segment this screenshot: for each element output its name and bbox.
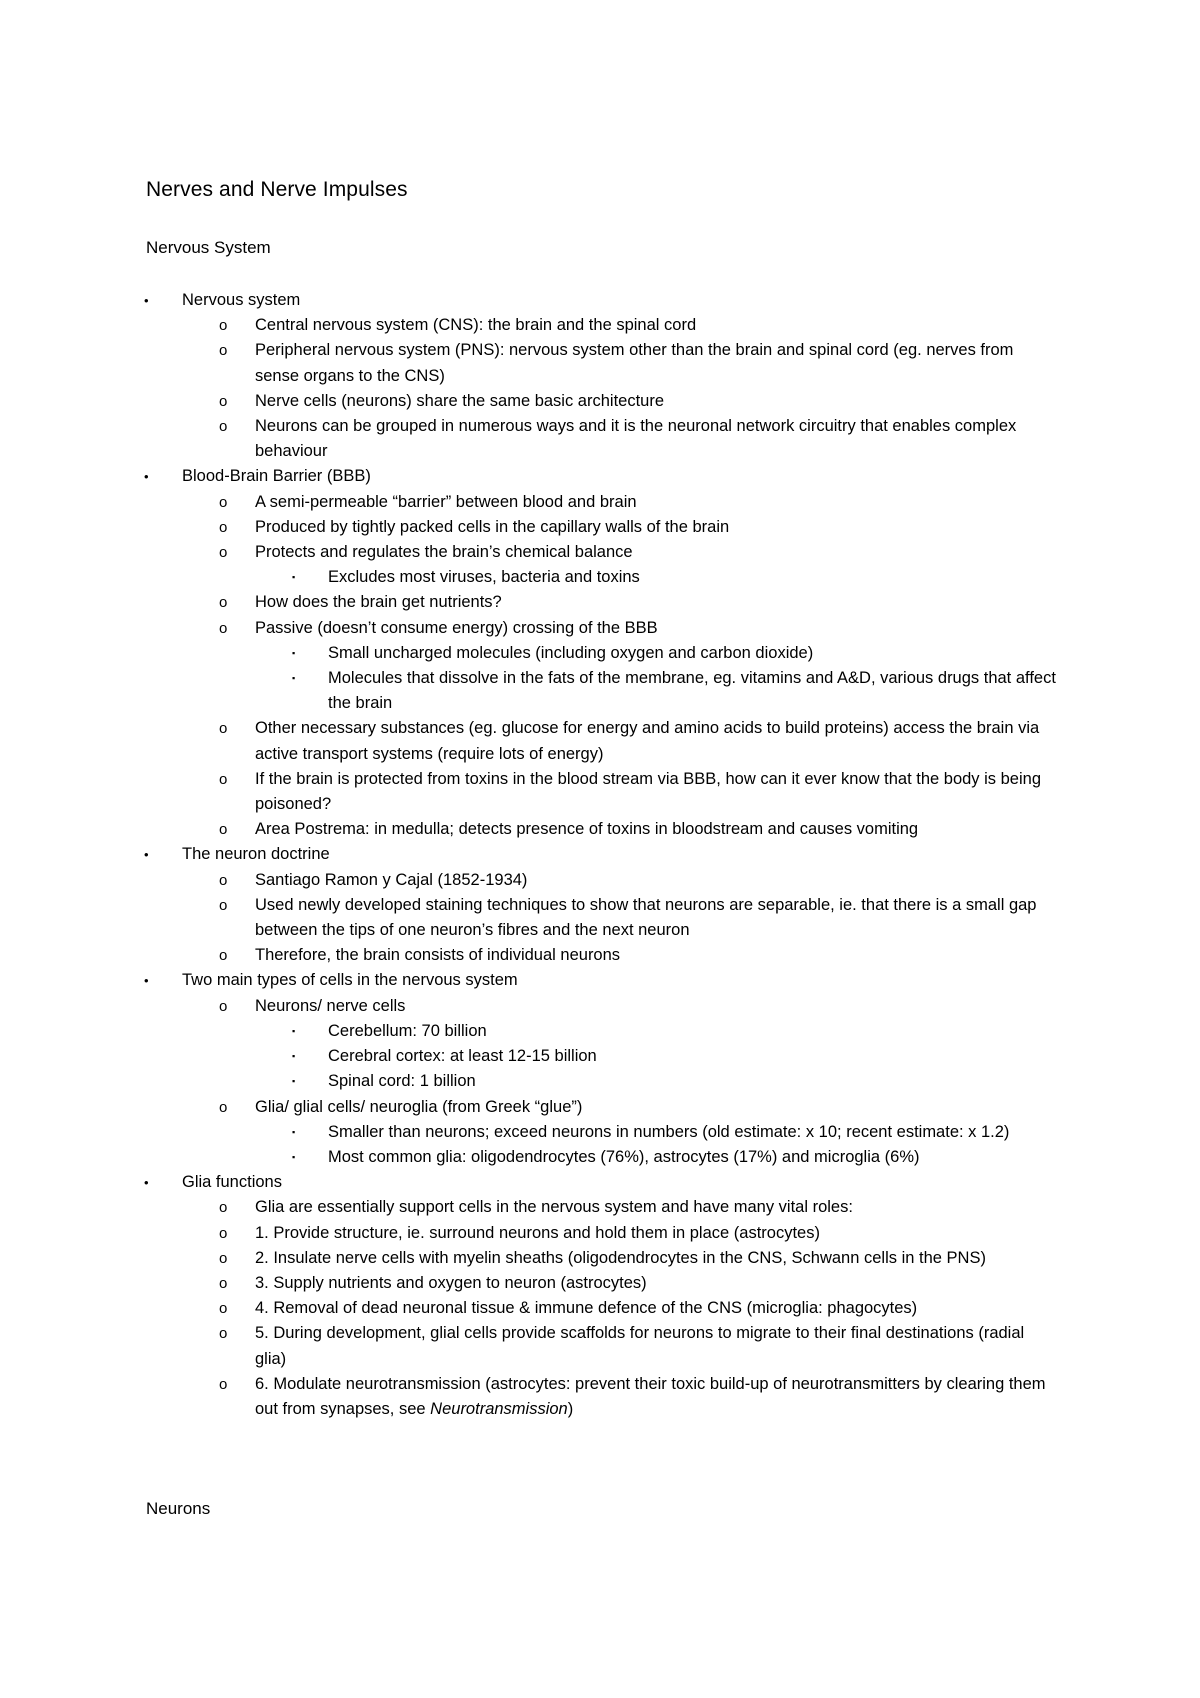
list-item-text: Glia are essentially support cells in the nervous system and have many vital roles: [255, 1198, 853, 1217]
square-marker: ▪ [292, 1051, 296, 1062]
square-marker: ▪ [292, 1126, 296, 1137]
list-item-text: Most common glia: oligodendrocytes (76%), astrocytes (17%) and microglia (6%) [328, 1147, 920, 1166]
list-item-text [255, 1372, 1055, 1422]
list-item-level-2 [0, 540, 1200, 565]
list-item-text: A semi-permeable “barrier” between blood and brain [255, 492, 637, 511]
circle-marker: o [219, 317, 228, 335]
circle-marker: o [219, 821, 228, 839]
circle-marker: o [219, 1249, 228, 1267]
list-item-text: 4. Removal of dead neuronal tissue & immune defence of the CNS (microglia: phagocytes) [255, 1299, 918, 1318]
list-item-text: Excludes most viruses, bacteria and toxins [328, 568, 640, 587]
list-item-level-1 [0, 1170, 1200, 1195]
list-item-text: Therefore, the brain consists of individual neurons [255, 946, 621, 965]
circle-marker: o [219, 594, 228, 612]
circle-marker: o [219, 1098, 228, 1116]
list-item-level-2 [0, 1195, 1200, 1220]
circle-marker: o [219, 544, 228, 562]
list-item-text: Protects and regulates the brain’s chemical balance [255, 543, 633, 562]
list-item-level-2 [0, 338, 1200, 388]
list-item-level-2 [0, 1321, 1200, 1371]
square-marker: ▪ [292, 1151, 296, 1162]
square-marker: ▪ [292, 1076, 296, 1087]
circle-marker: o [219, 518, 228, 536]
square-marker: ▪ [292, 1025, 296, 1036]
list-item-level-2 [0, 389, 1200, 414]
list-item-text-part: ) [567, 1399, 574, 1418]
circle-marker: o [219, 1300, 228, 1318]
list-item-text: Nervous system [182, 291, 301, 309]
circle-marker: o [219, 1274, 228, 1292]
circle-marker: o [219, 871, 228, 889]
bullet-marker: • [144, 293, 149, 308]
outline-list [0, 288, 1200, 1422]
list-item-text: Central nervous system (CNS): the brain and the spinal cord [255, 316, 697, 335]
list-item-level-2 [0, 1246, 1200, 1271]
list-item-text: Smaller than neurons; exceed neurons in numbers (old estimate: x 10; recent estimate: x 1.2) [328, 1122, 1010, 1141]
circle-marker: o [219, 720, 228, 738]
list-item-text: 5. During development, glial cells provide scaffolds for neurons to migrate to their final destinations (radial glia) [255, 1324, 1025, 1368]
list-item-text: Cerebral cortex: at least 12-15 billion [328, 1047, 597, 1066]
list-item-level-3 [0, 1044, 1200, 1069]
list-item-level-2 [0, 616, 1200, 641]
list-item-text: Area Postrema: in medulla; detects presence of toxins in bloodstream and causes vomiting [255, 820, 919, 839]
list-item-text: Nerve cells (neurons) share the same basic architecture [255, 391, 665, 410]
list-item-text: 2. Insulate nerve cells with myelin sheaths (oligodendrocytes in the CNS, Schwann cells in the PNS) [255, 1248, 986, 1267]
list-item-level-3 [0, 1019, 1200, 1044]
square-marker: ▪ [292, 572, 296, 583]
square-marker: ▪ [292, 647, 296, 658]
circle-marker: o [219, 997, 228, 1015]
list-item-text: Small uncharged molecules (including oxygen and carbon dioxide) [328, 643, 814, 662]
list-item-level-2 [0, 515, 1200, 540]
list-item-text: Neurons can be grouped in numerous ways and it is the neuronal network circuitry that enables complex behaviour [255, 417, 1017, 461]
circle-marker: o [219, 1375, 228, 1393]
list-item-text: Other necessary substances (eg. glucose for energy and amino acids to build proteins) access the brain via active transport systems (require lots of energy) [255, 719, 1040, 763]
list-item-text: Molecules that dissolve in the fats of the membrane, eg. vitamins and A&D, various drugs that affect the brain [328, 669, 1056, 713]
list-item-level-2 [0, 1296, 1200, 1321]
list-item-text: Produced by tightly packed cells in the capillary walls of the brain [255, 517, 730, 536]
list-item-level-1 [0, 842, 1200, 867]
list-item-text-part: 6. Modulate neurotransmission (astrocytes: prevent their toxic build-up of neurotransmitters by clearing them out from synapses, see [255, 1374, 1046, 1418]
list-item-text: Neurons/ nerve cells [255, 996, 406, 1015]
circle-marker: o [219, 619, 228, 637]
list-item-level-3 [0, 666, 1200, 716]
list-item-text: 1. Provide structure, ie. surround neurons and hold them in place (astrocytes) [255, 1223, 820, 1242]
circle-marker: o [219, 493, 228, 511]
list-item-level-2 [0, 414, 1200, 464]
bullet-marker: • [144, 973, 149, 989]
list-item-level-2 [0, 490, 1200, 515]
list-item-level-2 [0, 1221, 1200, 1246]
list-item-level-3 [0, 1069, 1200, 1094]
bullet-marker: • [144, 469, 149, 485]
list-item-level-1 [0, 464, 1200, 489]
list-item-level-2 [0, 590, 1200, 615]
list-item-text: Glia functions [182, 1173, 282, 1192]
list-item-text: Two main types of cells in the nervous system [182, 971, 518, 990]
list-item-level-3 [0, 641, 1200, 666]
bullet-marker: • [144, 847, 149, 863]
list-item-level-2 [0, 313, 1200, 338]
section-heading-nervous-system: Nervous System [146, 238, 271, 257]
list-item-level-1 [0, 288, 1200, 313]
list-item-text: 3. Supply nutrients and oxygen to neuron (astrocytes) [255, 1273, 647, 1292]
italic-reference: Neurotransmission [430, 1399, 568, 1418]
circle-marker: o [219, 1199, 228, 1217]
list-item-text: If the brain is protected from toxins in the blood stream via BBB, how can it ever know that the body is being poisoned? [255, 769, 1041, 814]
list-item-text: Passive (doesn’t consume energy) crossing of the BBB [255, 618, 658, 637]
list-item-level-2 [0, 893, 1200, 943]
circle-marker: o [219, 418, 228, 436]
list-item-text: Cerebellum: 70 billion [328, 1021, 487, 1040]
list-item-text: Peripheral nervous system (PNS): nervous system other than the brain and spinal cord (eg. nerves from sense organs to the CNS) [255, 341, 1014, 385]
list-item-text: Blood-Brain Barrier (BBB) [182, 467, 371, 486]
square-marker: ▪ [292, 673, 296, 684]
circle-marker: o [219, 1224, 228, 1242]
list-item-text: Used newly developed staining techniques to show that neurons are separable, ie. that there is a small gap between the tips of one neuron’s fibres and the next neuron [255, 895, 1037, 940]
circle-marker: o [219, 896, 228, 914]
list-item-text: Glia/ glial cells/ neuroglia (from Greek “glue”) [255, 1097, 583, 1116]
list-item-level-2 [0, 716, 1200, 766]
list-item-level-1 [0, 968, 1200, 993]
list-item-level-2 [0, 868, 1200, 893]
circle-marker: o [219, 947, 228, 965]
circle-marker: o [219, 392, 228, 410]
list-item-text: How does the brain get nutrients? [255, 593, 502, 612]
list-item-level-3 [0, 1120, 1200, 1145]
circle-marker: o [219, 770, 228, 788]
list-item-level-2 [0, 943, 1200, 968]
list-item-level-3 [0, 565, 1200, 590]
bullet-marker: • [144, 1175, 149, 1191]
list-item-level-2 [0, 1271, 1200, 1296]
list-item-level-3 [0, 1145, 1200, 1170]
section-heading-neurons: Neurons [146, 1499, 211, 1518]
list-item-level-2 [0, 994, 1200, 1019]
list-item-level-2 [0, 1095, 1200, 1120]
list-item-text: The neuron doctrine [182, 845, 330, 864]
document-title: Nerves and Nerve Impulses [146, 178, 408, 201]
circle-marker: o [219, 342, 228, 360]
list-item-text: Santiago Ramon y Cajal (1852-1934) [255, 870, 528, 889]
circle-marker: o [219, 1325, 228, 1343]
list-item-text: Spinal cord: 1 billion [328, 1072, 476, 1091]
list-item-level-2 [0, 817, 1200, 842]
list-item-level-2 [0, 1372, 1200, 1422]
list-item-level-2 [0, 767, 1200, 817]
